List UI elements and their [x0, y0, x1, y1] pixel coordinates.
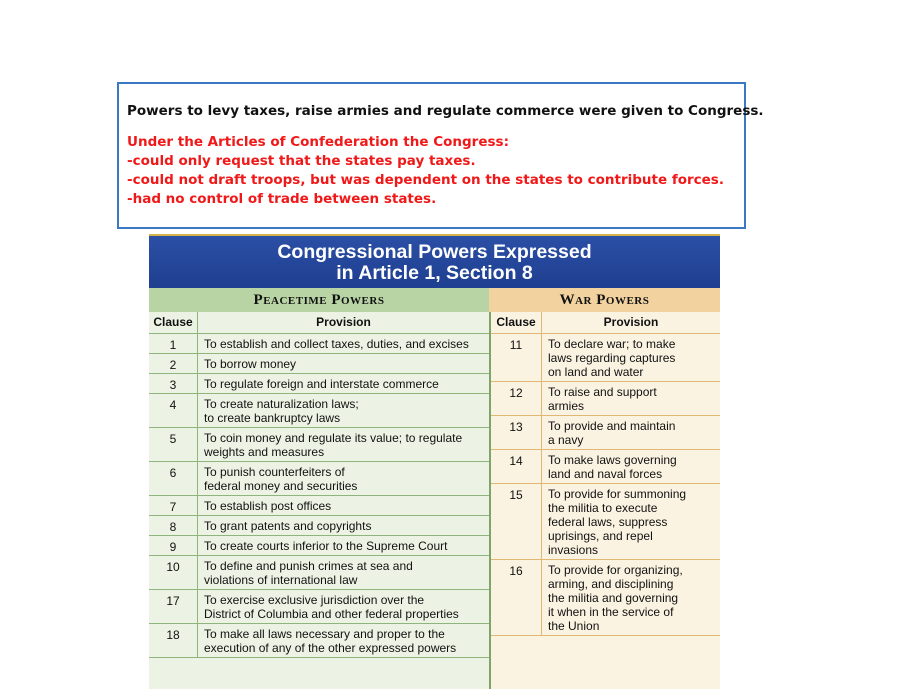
articles-point-trade: -had no control of trade between states. — [127, 191, 437, 207]
peacetime-provision-text: To borrow money — [198, 354, 490, 374]
figure-title — [149, 234, 720, 288]
articles-heading: Under the Articles of Confederation the Congress: — [127, 134, 509, 150]
table-row — [491, 484, 720, 560]
peacetime-heading: Peacetime Powers — [149, 288, 489, 313]
war-clause-number: 12 — [491, 382, 542, 416]
table-row — [149, 354, 489, 374]
peacetime-clause-number: 5 — [149, 428, 198, 462]
peacetime-provision-text: To regulate foreign and interstate commerce — [198, 374, 490, 394]
table-row — [149, 334, 489, 354]
table-row — [149, 590, 489, 624]
table-row — [149, 374, 489, 394]
peacetime-clause-number: 17 — [149, 590, 198, 624]
war-provision-text: To provide and maintain a navy — [542, 416, 721, 450]
peacetime-clause-number: 3 — [149, 374, 198, 394]
table-row — [149, 516, 489, 536]
war-clause-number: 13 — [491, 416, 542, 450]
war-header-row — [491, 312, 720, 334]
table-row — [149, 496, 489, 516]
war-provision-text: To declare war; to make laws regarding captures on land and water — [542, 334, 721, 382]
figure-title-line2: in Article 1, Section 8 — [336, 262, 533, 284]
war-clause-number: 15 — [491, 484, 542, 560]
peacetime-clause-number: 4 — [149, 394, 198, 428]
articles-point-taxes: -could only request that the states pay taxes. — [127, 153, 476, 169]
peacetime-clause-number: 8 — [149, 516, 198, 536]
table-row — [491, 334, 720, 382]
summary-statement: Powers to levy taxes, raise armies and regulate commerce were given to Congress. — [127, 103, 764, 119]
powers-table-figure — [149, 234, 720, 689]
table-row — [149, 394, 489, 428]
peacetime-table — [149, 312, 489, 658]
war-column — [491, 312, 720, 689]
war-table — [491, 312, 720, 636]
peacetime-clause-number: 18 — [149, 624, 198, 658]
peacetime-header-row — [149, 312, 489, 334]
peacetime-clause-number: 7 — [149, 496, 198, 516]
war-clause-number: 11 — [491, 334, 542, 382]
peacetime-clause-number: 2 — [149, 354, 198, 374]
peacetime-provision-header: Provision — [198, 312, 490, 334]
war-provision-text: To provide for summoning the militia to execute federal laws, suppress uprisings, and repel invasions — [542, 484, 721, 560]
peacetime-clause-header: Clause — [149, 312, 198, 334]
table-row — [149, 462, 489, 496]
war-clause-number: 16 — [491, 560, 542, 636]
peacetime-provision-text: To create courts inferior to the Supreme Court — [198, 536, 490, 556]
peacetime-rows — [149, 334, 489, 658]
war-rows — [491, 334, 720, 636]
peacetime-provision-text: To establish post offices — [198, 496, 490, 516]
peacetime-clause-number: 10 — [149, 556, 198, 590]
peacetime-provision-text: To establish and collect taxes, duties, and excises — [198, 334, 490, 354]
peacetime-provision-text: To define and punish crimes at sea and violations of international law — [198, 556, 490, 590]
war-provision-header: Provision — [542, 312, 721, 334]
table-row — [149, 536, 489, 556]
articles-point-troops: -could not draft troops, but was dependent on the states to contribute forces. — [127, 172, 724, 188]
peacetime-provision-text: To coin money and regulate its value; to regulate weights and measures — [198, 428, 490, 462]
table-row — [149, 428, 489, 462]
peacetime-provision-text: To create naturalization laws; to create bankruptcy laws — [198, 394, 490, 428]
war-provision-text: To raise and support armies — [542, 382, 721, 416]
peacetime-clause-number: 6 — [149, 462, 198, 496]
peacetime-provision-text: To make all laws necessary and proper to the execution of any of the other expressed powers — [198, 624, 490, 658]
summary-note-box — [117, 82, 764, 229]
table-row — [149, 624, 489, 658]
table-row — [149, 556, 489, 590]
peacetime-clause-number: 1 — [149, 334, 198, 354]
table-row — [491, 416, 720, 450]
war-clause-number: 14 — [491, 450, 542, 484]
table-row — [491, 560, 720, 636]
peacetime-column — [149, 312, 491, 689]
peacetime-provision-text: To punish counterfeiters of federal money and securities — [198, 462, 490, 496]
figure-title-line1: Congressional Powers Expressed — [277, 241, 592, 263]
peacetime-provision-text: To exercise exclusive jurisdiction over the District of Columbia and other federal properties — [198, 590, 490, 624]
peacetime-provision-text: To grant patents and copyrights — [198, 516, 490, 536]
war-heading: War Powers — [489, 288, 720, 313]
war-clause-header: Clause — [491, 312, 542, 334]
table-row — [491, 382, 720, 416]
table-row — [491, 450, 720, 484]
war-provision-text: To provide for organizing, arming, and disciplining the militia and governing it when in the service of the Union — [542, 560, 721, 636]
peacetime-clause-number: 9 — [149, 536, 198, 556]
war-provision-text: To make laws governing land and naval forces — [542, 450, 721, 484]
